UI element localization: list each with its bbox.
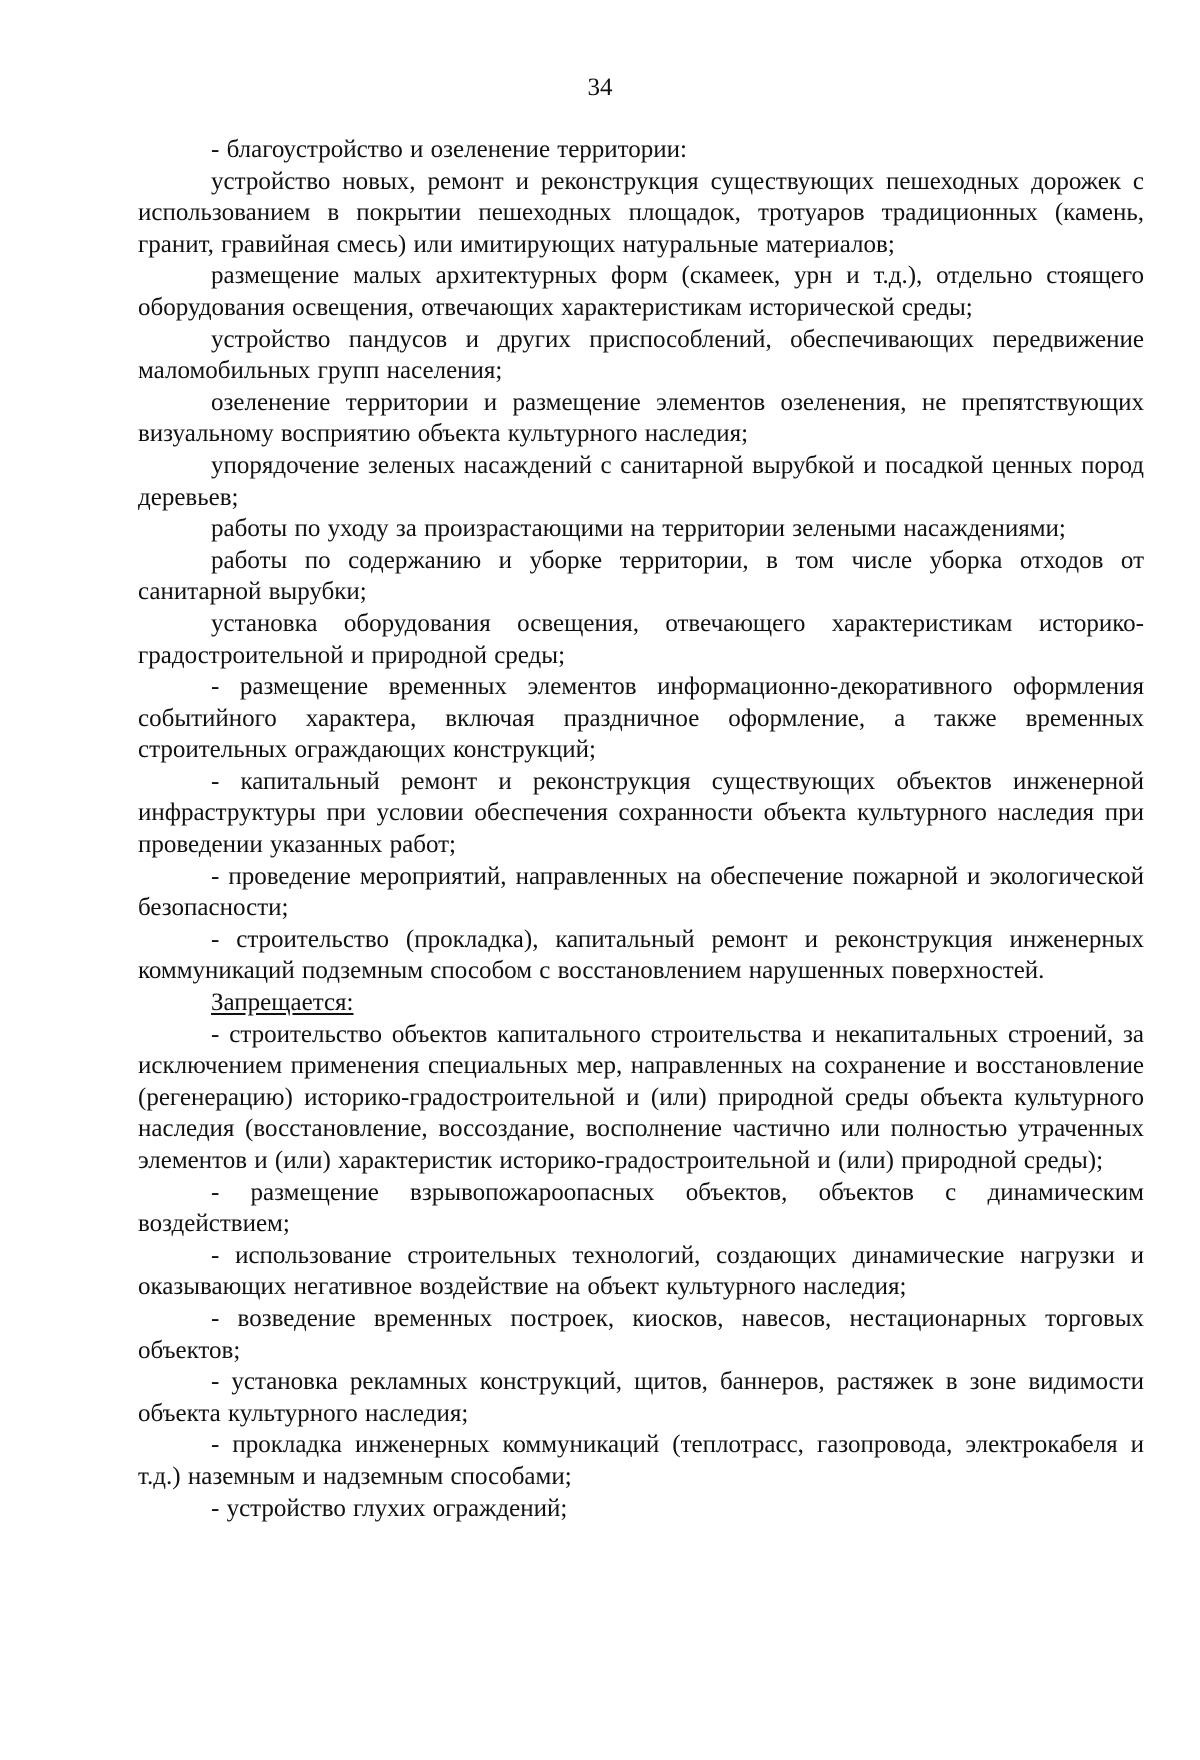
- prohibited-heading-text: Запрещается:: [211, 989, 354, 1017]
- paragraph: работы по уходу за произрастающими на территории зелеными насаждениями;: [211, 515, 1066, 543]
- paragraph: - строительство (прокладка), капитальный ремонт и реконструкция инженерных коммуникаций подземным способом с восстановлением нарушенных поверхностей.: [138, 925, 1144, 985]
- paragraph: - капитальный ремонт и реконструкция существующих объектов инженерной инфраструктуры при условии обеспечения сохранности объекта культурного наследия при проведении указанных работ;: [138, 767, 1144, 859]
- paragraph: - размещение временных элементов информационно-декоративного оформления событийного характера, включая праздничное оформление, а также временных строительных ограждающих конструкций;: [138, 673, 1144, 764]
- paragraph: - устройство глухих ограждений;: [211, 1494, 568, 1522]
- paragraph: установка оборудования освещения, отвечающего характеристикам историко-градостроительной и природной среды;: [138, 609, 1144, 669]
- paragraph: - использование строительных технологий, создающих динамические нагрузки и оказывающих негативное воздействие на объект культурного наследия;: [138, 1241, 1144, 1301]
- paragraph: озеленение территории и размещение элементов озеленения, не препятствующих визуальному восприятию объекта культурного наследия;: [138, 388, 1144, 448]
- paragraph: - размещение взрывопожароопасных объектов, объектов с динамическим воздействием;: [138, 1178, 1144, 1238]
- paragraph: - благоустройство и озеленение территории:: [211, 136, 687, 163]
- paragraph: - прокладка инженерных коммуникаций (теплотрасс, газопровода, электрокабеля и т.д.) наземным и надземным способами;: [138, 1431, 1144, 1490]
- document-body: [138, 134, 1144, 1524]
- prohibited-heading: [138, 987, 1144, 1019]
- paragraph: - строительство объектов капитального строительства и некапитальных строений, за исключением применения специальных мер, направленных на сохранение и восстановление (регенерацию) историко-градостроительной и (или) природной среды объекта культурного наследия (восстановление, воссоздание, восполнение частично или полностью утраченных элементов и (или) характеристик историко-градостроительной и (или) природной среды);: [138, 1020, 1144, 1174]
- paragraph: размещение малых архитектурных форм (скамеек, урн и т.д.), отдельно стоящего оборудования освещения, отвечающих характеристикам исторической среды;: [138, 262, 1144, 321]
- paragraph: упорядочение зеленых насаждений с санитарной вырубкой и посадкой ценных пород деревьев;: [138, 451, 1144, 511]
- page-number: 34: [587, 74, 613, 101]
- paragraph: - проведение мероприятий, направленных на обеспечение пожарной и экологической безопасности;: [138, 862, 1144, 922]
- paragraph: устройство новых, ремонт и реконструкция существующих пешеходных дорожек с использованием в покрытии пешеходных площадок, тротуаров традиционных (камень, гранит, гравийная смесь) или имитирующих натуральные материалов;: [138, 167, 1144, 258]
- paragraph: - установка рекламных конструкций, щитов, баннеров, растяжек в зоне видимости объекта культурного наследия;: [138, 1368, 1144, 1427]
- paragraph: устройство пандусов и других приспособлений, обеспечивающих передвижение маломобильных групп населения;: [138, 325, 1144, 385]
- paragraph: - возведение временных построек, киосков, навесов, нестационарных торговых объектов;: [138, 1304, 1144, 1364]
- paragraph: работы по содержанию и уборке территории, в том числе уборка отходов от санитарной вырубки;: [138, 546, 1144, 606]
